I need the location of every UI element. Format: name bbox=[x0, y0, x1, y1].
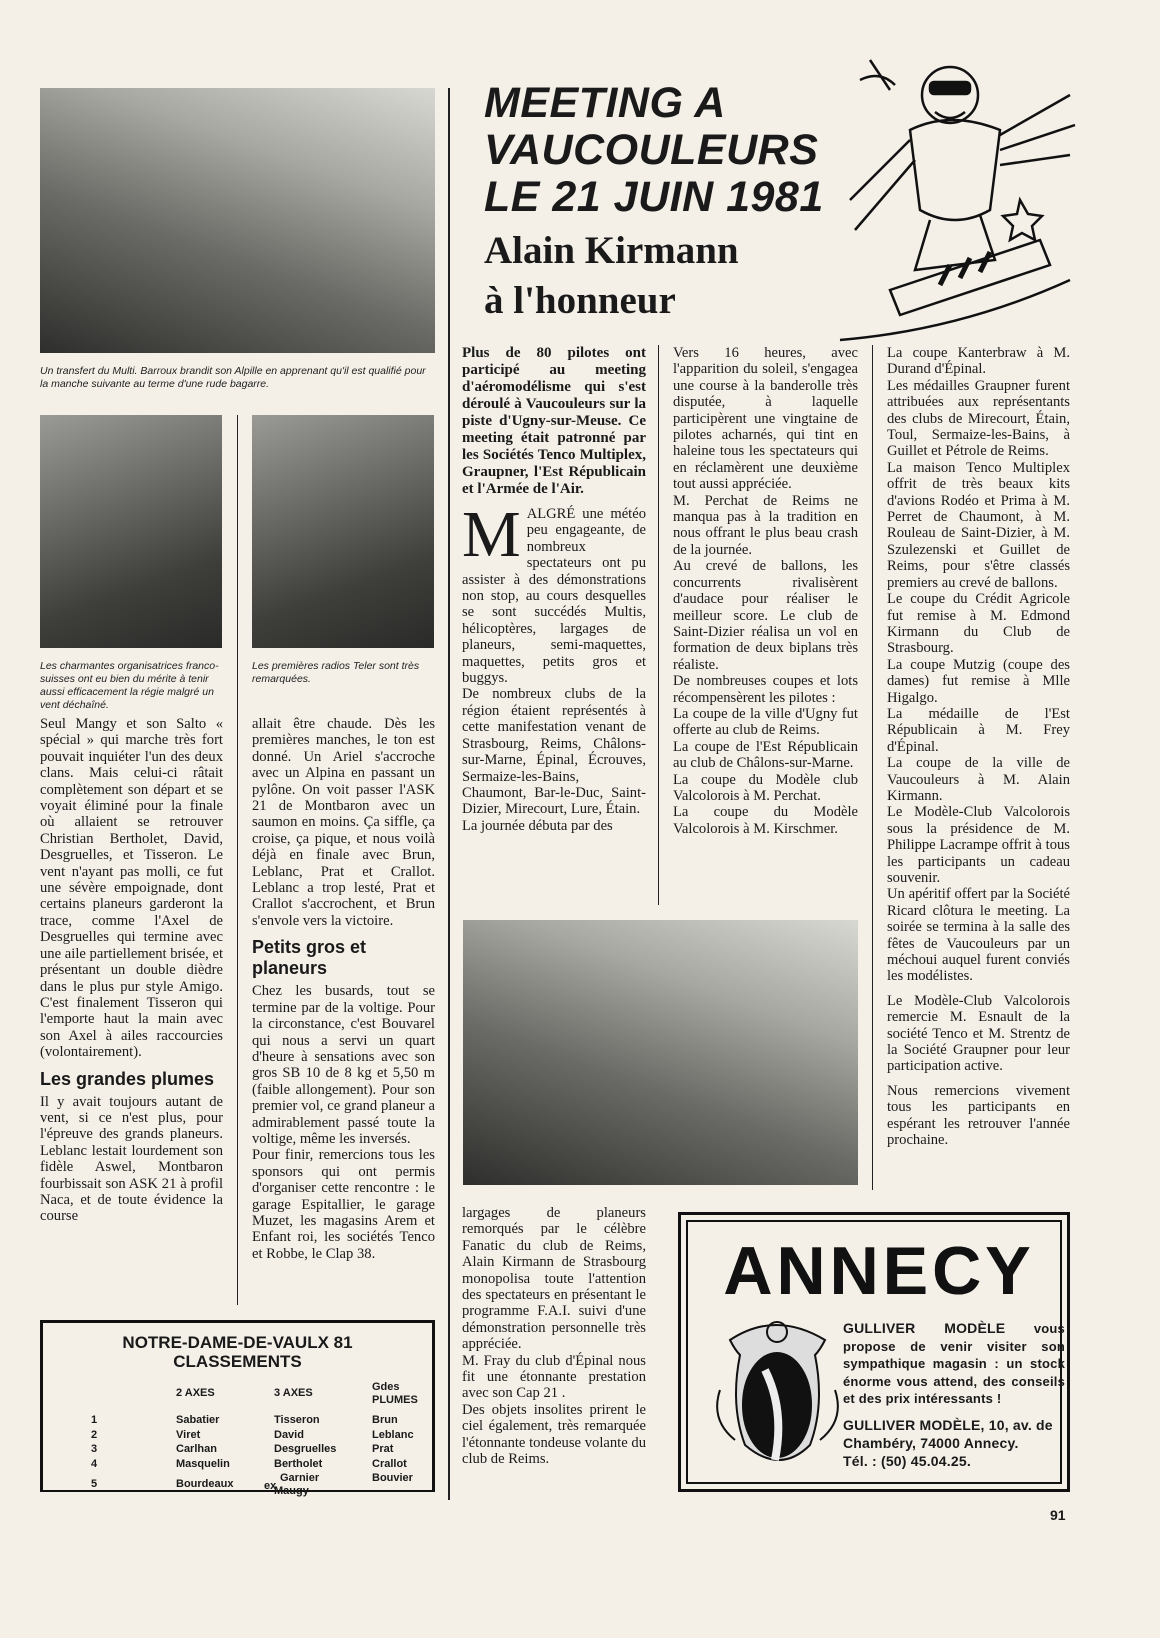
article-column-1 bbox=[40, 716, 223, 1225]
photo-radios bbox=[252, 415, 434, 648]
page-number: 91 bbox=[1050, 1507, 1066, 1523]
article-column-2 bbox=[252, 716, 435, 1262]
column-rule bbox=[658, 345, 659, 905]
cell: Bertholet bbox=[274, 1457, 323, 1470]
paragraph: La maison Tenco Multiplex offrit de très beaux kits d'avions Rodéo et Prima à M. Perret de Chaumont, à M. Rouleau de Saint-Dizier, à M. Szulezenski et Guillet de Reims, pour s'être classés premiers au crevé de ballons. bbox=[887, 459, 1070, 591]
cell: Crallot bbox=[372, 1457, 407, 1470]
cell: Viret bbox=[176, 1428, 201, 1441]
header-cell: 3 AXES bbox=[274, 1387, 313, 1400]
rank: 2 bbox=[91, 1428, 98, 1441]
cell: David bbox=[274, 1428, 304, 1441]
photo-organisatrices bbox=[40, 415, 222, 648]
gulliver-advertisement bbox=[678, 1212, 1070, 1492]
cell: Brun bbox=[372, 1414, 398, 1426]
title-line: VAUCOULEURS bbox=[484, 126, 819, 174]
lead-paragraph: Plus de 80 pilotes ont participé au meeting d'aéromodélisme qui s'est déroulé à Vaucouleurs sur la piste d'Ugny-sur-Meuse. Ce meeting était patronné par les Sociétés Tenco Multiplex, Graupner, l'Est Républicain et l'Armée de l'Air. bbox=[462, 345, 646, 497]
article-title bbox=[484, 80, 824, 221]
title-line: MEETING A bbox=[484, 79, 726, 127]
paragraph: La médaille de l'Est Républicain à M. Frey d'Épinal. bbox=[887, 705, 1070, 755]
paragraph: La coupe du Modèle Valcolorois à M. Kirschmer. bbox=[673, 804, 858, 837]
caption-radios: Les premières radios Teler sont très remarquées. bbox=[252, 660, 420, 685]
paragraph: Les médailles Graupner furent attribuées aux représentants des clubs de Mirecourt, Étain, Toul, Sermaize-les-Bains, à Guillet et Pétrole de Reims. bbox=[887, 377, 1070, 460]
trophy-cartoon-illustration bbox=[830, 20, 1080, 350]
paragraph: Le coupe du Crédit Agricole fut remise à M. Edmond Kirmann du Club de Strasbourg. bbox=[887, 591, 1070, 657]
ad-phone: Tél. : (50) 45.04.25. bbox=[843, 1453, 971, 1469]
annecy-logo: ANNECY bbox=[700, 1236, 1058, 1306]
paragraph: allait être chaude. Dès les premières manches, le ton est donné. Un Ariel s'accroche avec un Alpina en passant un pylône. On voit passer l'ASK 21 de Montbaron avec un saumon en moins. Ça siffle, ça croise, ça pique, et nous voilà déjà en finale avec Brun, Leblanc, Prat et Crallot. Leblanc a trop lesté, Prat et Crallot s'accrochent, et Brun s'envole vers la victoire. bbox=[252, 716, 435, 929]
ad-body: vous propose de venir visiter son sympathique magasin : un stock énorme vous attend, des conseils et des prix intéressants ! bbox=[843, 1321, 1065, 1406]
article-column-5 bbox=[887, 345, 1070, 1149]
paragraph: Des objets insolites prirent le ciel également, très remarquée l'étonnante tondeuse volante du club de Reims. bbox=[462, 1401, 646, 1468]
cell: Leblanc bbox=[372, 1428, 414, 1441]
subtitle-line: Alain Kirmann bbox=[484, 229, 739, 272]
paragraph: Au crevé de ballons, les concurrents rivalisèrent d'audace pour réaliser le meilleur score. Le club de Saint-Dizier réalisa un vol en formation de deux biplans très réaliste. bbox=[673, 558, 858, 673]
paragraph: La coupe de la ville de Vaucouleurs à M. Alain Kirmann. bbox=[887, 755, 1070, 804]
paragraph: Pour finir, remercions tous les sponsors qui ont permis d'organiser cette rencontre : le garage Espitallier, le garage Muzet, les magasins Arem et Enfant roi, les sociétés Tenco et Robbe, le Clap 38. bbox=[252, 1147, 435, 1262]
paragraph: ALGRÉ une météo peu engageante, de nombreux spectateurs ont pu assister à des démonstrations non stop, au cours desquelles se sont succédés Multis, hélicoptères, largages de planeurs, semi-maquettes, maquettes, petits gros et buggys. bbox=[462, 506, 646, 687]
title-line: LE 21 JUIN 1981 bbox=[484, 173, 824, 221]
paragraph: largages de planeurs remorqués par le célèbre Fanatic du club de Reims, Alain Kirmann de Strasbourg monopolisa toute l'attention des spectateurs en présentant le programme F.A.I. suivi d'une démonstration personnelle très appréciée. bbox=[462, 1205, 646, 1353]
table-row bbox=[91, 1458, 432, 1473]
photo-field-models bbox=[463, 920, 858, 1185]
cell: Masquelin bbox=[176, 1457, 230, 1470]
classements-title: NOTRE-DAME-DE-VAULX 81 bbox=[122, 1333, 353, 1352]
paragraph: Nous remercions vivement tous les participants en espérant les retrouver l'année prochaine. bbox=[887, 1082, 1070, 1149]
paragraph: Il y avait toujours autant de vent, si ce n'est plus, pour l'épreuve des grands planeurs. Leblanc lestait lourdement son fidèle Aswel, Montbaron fourbissait son ASK 21 à profil Naca, et de toute évidence la course bbox=[40, 1093, 223, 1225]
header-cell bbox=[91, 1381, 176, 1408]
rank: 5 bbox=[91, 1478, 98, 1491]
rank: 3 bbox=[91, 1443, 98, 1455]
paragraph: La coupe de l'Est Républicain au club de Châlons-sur-Marne. bbox=[673, 738, 858, 772]
paragraph: Seul Mangy et son Salto « spécial » qui marche très fort pouvait inquiéter l'un des deux clans. Mais celui-ci râtait complètement son départ et se voyait éliminé pour la finale où allaient se retrouver Christian Bertholet, David, Desgruelles, et Tisseron. Le vent n'ayant pas molli, ce fut une sévère empoignade, dont certains planeurs garderont la trace, comme l'Axel de Desgruelles qui termine avec une aile partiellement brisée, et présentant un double dièdre dans le plus pur style Amigo. C'est finalement Tisseron qui l'emporte haut la main avec son Axel à ailes raccourcies (volontairement). bbox=[40, 716, 223, 1061]
cell: Prat bbox=[372, 1443, 394, 1455]
paragraph: Un apéritif offert par la Société Ricard clôtura le meeting. La soirée se termina à la salle des fêtes de Vaucouleurs par un méchoui auquel furent conviés les modélistes. bbox=[887, 886, 1070, 985]
paragraph: La coupe du Modèle club Valcolorois à M. Perchat. bbox=[673, 771, 858, 804]
annecy-coat-of-arms-icon bbox=[710, 1310, 845, 1480]
section-heading: Petits gros et planeurs bbox=[252, 937, 367, 979]
paragraph: La journée débuta par des bbox=[462, 817, 613, 834]
ad-address: GULLIVER MODÈLE, 10, av. de Chambéry, 74000 Annecy. bbox=[843, 1417, 1053, 1451]
paragraph: La coupe Kanterbraw à M. Durand d'Épinal. bbox=[887, 345, 1070, 378]
classements-box bbox=[40, 1320, 435, 1497]
table-header-row bbox=[91, 1381, 432, 1408]
article-column-3-continued bbox=[462, 1205, 646, 1468]
section-heading: Les grandes plumes bbox=[40, 1068, 215, 1089]
table-row bbox=[91, 1443, 432, 1458]
column-rule bbox=[872, 345, 873, 1190]
cell: Desgruelles bbox=[274, 1443, 337, 1455]
caption-multi: Un transfert du Multi. Barroux brandit son Alpille en apprenant qu'il est qualifié pour la manche suivante au terme d'une rude bagarre. bbox=[40, 365, 426, 390]
subtitle-line: à l'honneur bbox=[484, 279, 676, 322]
article-subtitle bbox=[484, 226, 739, 326]
cell: Bouvier bbox=[372, 1472, 413, 1484]
rank: 4 bbox=[91, 1457, 98, 1470]
article-column-3 bbox=[462, 345, 646, 834]
ad-brand: GULLIVER MODÈLE bbox=[843, 1320, 1006, 1336]
cell: Tisseron bbox=[274, 1414, 320, 1426]
cell: Bourdeaux bbox=[176, 1478, 234, 1491]
drop-cap: M bbox=[462, 498, 521, 571]
paragraph: De nombreux clubs de la région étaient représentés à cette manifestation venant de Strasbourg, Reims, Châlons-sur-Marne, Épinal, Écrouves, Sermaize-les-Bains, Chaumont, Bar-le-Duc, Saint-Dizier, Mirecourt, Lure, Étain. bbox=[462, 686, 646, 818]
ex-aequo-label: ex bbox=[264, 1480, 277, 1492]
paragraph: Le Modèle-Club Valcolorois sous la présidence de M. Philippe Lacrampe offrit à tous les participants un cadeau souvenir. bbox=[887, 804, 1070, 886]
header-cell: 2 AXES bbox=[176, 1387, 215, 1400]
paragraph: De nombreuses coupes et lots récompensèrent les pilotes : bbox=[673, 673, 858, 706]
classements-subtitle: CLASSEMENTS bbox=[173, 1352, 302, 1371]
caption-organisatrices: Les charmantes organisatrices franco-suisses ont eu bien du mérite à tenir aussi efficacement la régie malgré un vent déchaîné. bbox=[40, 660, 219, 711]
cell: Carlhan bbox=[176, 1443, 217, 1455]
header-cell: Gdes PLUMES bbox=[372, 1381, 418, 1406]
column-rule bbox=[237, 415, 238, 1305]
table-row bbox=[91, 1414, 432, 1429]
paragraph: Le Modèle-Club Valcolorois remercie M. Esnault de la société Tenco et M. Strentz de la Société Graupner pour leur participation active. bbox=[887, 992, 1070, 1075]
column-rule bbox=[448, 88, 450, 1500]
paragraph: M. Perchat de Reims ne manqua pas à la tradition en nous offrant le plus beau crash de la journée. bbox=[673, 492, 858, 558]
cell: Garnier bbox=[280, 1472, 320, 1484]
paragraph: La coupe Mutzig (coupe des dames) fut remise à Mlle Higalgo. bbox=[887, 656, 1070, 706]
paragraph: Chez les busards, tout se termine par de la voltige. Pour la circonstance, c'est Bouvarel qui nous a servi un quart d'heure à sensations avec son gros SB 10 de 8 kg et 5,50 m (faible allongement). Pour son premier vol, ce grand planeur a admirablement passé toute la voltige, même les inversés. bbox=[252, 983, 435, 1147]
cell: Sabatier bbox=[176, 1414, 220, 1426]
table-row bbox=[91, 1472, 432, 1499]
photo-multi-transfer bbox=[40, 88, 435, 353]
classements-table bbox=[91, 1381, 432, 1499]
rank: 1 bbox=[91, 1414, 98, 1426]
cell-ex-aequo bbox=[264, 1472, 372, 1499]
paragraph: La coupe de la ville d'Ugny fut offerte au club de Reims. bbox=[673, 705, 858, 739]
paragraph: M. Fray du club d'Épinal nous fit une étonnante prestation avec son Cap 21 . bbox=[462, 1352, 646, 1402]
table-row bbox=[91, 1429, 432, 1444]
paragraph: Vers 16 heures, avec l'apparition du soleil, s'engagea une course à la banderolle très disputée, à laquelle participèrent une vingtaine de pilotes acharnés, qui tint en haleine tous les spectateurs qui en réclamèrent une deuxième tout aussi appréciée. bbox=[673, 345, 858, 493]
article-column-4 bbox=[673, 345, 858, 837]
cell: Maugy bbox=[274, 1484, 309, 1497]
